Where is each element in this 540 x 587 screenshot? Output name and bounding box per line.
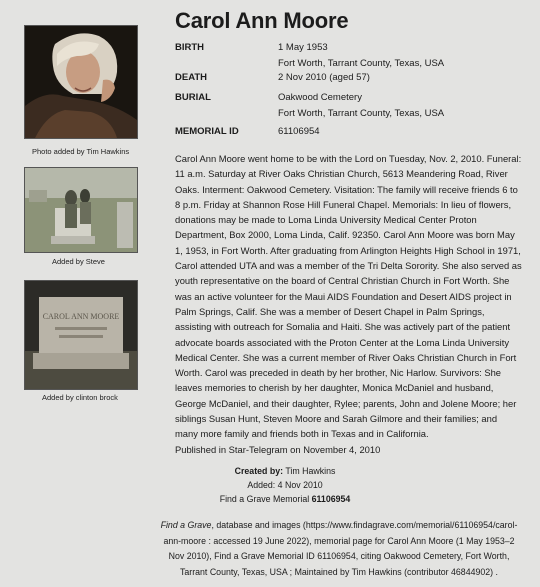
- birth-place[interactable]: Fort Worth, Tarrant County, Texas, USA: [278, 58, 445, 69]
- citation-body: , database and images (https://www.findagrave.com/memorial/61106954/carol-ann-moore : accessed 19 June 2022), memorial page for Carol Ann Moore (1 May 1953–2 Nov 2010), Find a Grave Memorial ID 61106954, citing Oakwood Cemetery, Fort Worth, Tarrant County, Texas, USA ; Maintained by Tim Hawkins (contributor 46844902) .: [163, 520, 518, 577]
- created-by-label: Created by:: [234, 466, 284, 476]
- photo-caption-3: Added by clinton brock: [42, 393, 118, 402]
- created-by-block: [160, 464, 410, 506]
- portrait-image: [25, 26, 137, 138]
- cemetery-photo[interactable]: [24, 167, 138, 253]
- citation-site: Find a Grave: [160, 520, 212, 530]
- photo-caption-2: Added by Steve: [52, 257, 105, 266]
- death-date: 2 Nov 2010 (aged 57): [278, 72, 370, 83]
- citation-text: [158, 518, 520, 580]
- created-by-name[interactable]: Tim Hawkins: [285, 466, 336, 476]
- created-added-date: Added: 4 Nov 2010: [247, 480, 323, 490]
- memorial-id: 61106954: [278, 126, 320, 137]
- headstone-photo[interactable]: [24, 280, 138, 390]
- birth-label: BIRTH: [175, 42, 205, 53]
- burial-place[interactable]: Fort Worth, Tarrant County, Texas, USA: [278, 108, 445, 119]
- portrait-photo[interactable]: [24, 25, 138, 139]
- birth-date: 1 May 1953: [278, 42, 328, 53]
- headstone-image: [25, 281, 137, 389]
- faded-background-text: [330, 6, 540, 26]
- cemetery-image: [25, 168, 137, 252]
- photo-caption-1: Photo added by Tim Hawkins: [32, 147, 130, 156]
- find-a-grave-memorial-label: Find a Grave Memorial: [219, 494, 310, 504]
- memorial-name: Carol Ann Moore: [175, 8, 349, 33]
- biography-published: Published in Star-Telegram on November 4, 2010: [175, 443, 381, 455]
- biography-body: Carol Ann Moore went home to be with the Lord on Tuesday, Nov. 2, 2010. Funeral: 11 a.m. Saturday at River Oaks Christian Church, 5613 Meandering Road, River Oaks. Interment: Oakwood Cemetery. Visitation: The family will receive friends 6 to 8 p.m. Friday at Shannon Rose Hill Funeral Chapel. Memorials: In lieu of flowers, donations may be made to Loma Linda University Medical Center Proton Department, Box 2000, Loma Linda, Calif. 92350. Carol Ann Moore was born May 1, 1953, in Fort Worth. After graduating from Arlington Heights High School in 1971, Carol attended UTA and was a member of the Tri Delta Sorority. She also served as youth representative on the board of Central Christian Church in Fort Worth. She was an active volunteer for the Maui AIDS Foundation and Desert AIDS project in Palm Springs, Calif. She was a member of Desert Chapel in Palm Springs, assisting with outreach for Somalia and Haiti. She was actively part of the patient advocate boards associated with the Proton Center at the Loma Linda University Medical Center. She was a current member of River Oaks Christian Church in Fort Worth. Carol was preceded in death by her brother, Nic Harlow. Survivors: She leaves memories to cherish by her daughter, Monica McDaniel and husband, George McDaniel, and their daughter, Rylee; parents, John and Jolene Moore; her siblings Susan Hunt, Steven Moore and Sarah Gilmore and their families; and many more family and friends both in Texas and in California.: [175, 153, 522, 440]
- death-label: DEATH: [175, 72, 208, 83]
- memorial-id-label: MEMORIAL ID: [175, 126, 239, 137]
- burial-label: BURIAL: [175, 92, 211, 103]
- biography-text: [175, 151, 522, 457]
- headstone-stone-text: CAROL ANN MOORE: [42, 312, 120, 321]
- find-a-grave-memorial-id: 61106954: [311, 494, 351, 504]
- burial-cemetery[interactable]: Oakwood Cemetery: [278, 92, 362, 103]
